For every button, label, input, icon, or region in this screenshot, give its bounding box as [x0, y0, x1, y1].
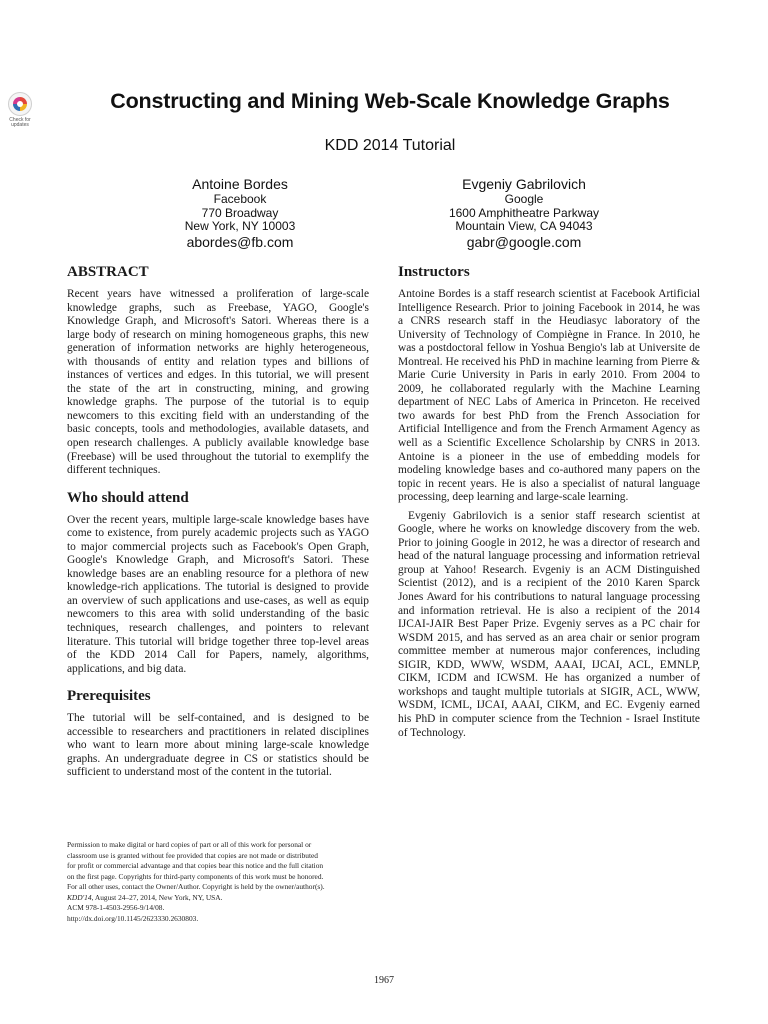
- author-email[interactable]: gabr@google.com: [466, 233, 582, 250]
- author-email[interactable]: abordes@fb.com: [186, 233, 294, 250]
- author-name: Antoine Bordes: [192, 176, 288, 192]
- check-for-updates-icon: [8, 92, 32, 116]
- prerequisites-text: The tutorial will be self-contained, and is designed to be accessible to researchers and practitioners in related disciplines who want to learn more about mining large-scale knowledge graphs. An undergraduate degree in CS or statistics should be sufficient to understand most of the content in the tutorial.: [67, 712, 369, 779]
- author-block: [384, 176, 664, 250]
- author-affiliation: Google: [504, 192, 544, 206]
- permission-line: classroom use is granted without fee provided that copies are not made or distributed: [67, 850, 319, 860]
- venue-details: August 24–27, 2014, New York, NY, USA.: [93, 892, 223, 902]
- acm-isbn: ACM 978-1-4503-2956-9/14/08.: [67, 903, 165, 912]
- venue-name: KDD'14,: [67, 892, 94, 902]
- abstract-heading: ABSTRACT: [67, 264, 149, 280]
- venue-line: [67, 893, 369, 904]
- attend-text: Over the recent years, multiple large-scale knowledge bases have come to existence, from purely academic projects such as YAGO to major commercial projects such as Facebook's Open Graph, Google's Knowledge Graph, and Microsoft's Satori. These knowledge bases are an enabling resource for a plethora of new knowledge-rich applications. The tutorial is designed to provide an overview of such applications and use-cases, as well as equip newcomers to this area with solid understanding of the basic techniques, research challenges, and pointers to relevant literature. This tutorial will bridge together three top-level areas of the KDD 2014 Call for Papers, namely, algorithms, applications, and big data.: [67, 513, 369, 675]
- check-for-updates-badge[interactable]: [6, 92, 34, 128]
- permission-line: For all other uses, contact the Owner/Author. Copyright is held by the owner/author(s).: [67, 882, 325, 891]
- author-address-line2: Mountain View, CA 94043: [455, 219, 593, 233]
- instructors-heading: Instructors: [398, 264, 470, 280]
- prerequisites-heading: Prerequisites: [67, 688, 151, 705]
- doi-link[interactable]: http://dx.doi.org/10.1145/2623330.2630803.: [67, 913, 199, 923]
- permission-line: for profit or commercial advantage and that copies bear this notice and the full citation: [67, 861, 324, 870]
- instructor-bio-bordes: Antoine Bordes is a staff research scientist at Facebook Artificial Intelligence Research. Prior to joining Facebook in 2014, he was a CNRS research staff in the Heudiasyc laboratory of the University of Technology of Compiègne in France. In 2010, he was a postdoctoral fellow in Yoshua Bengio's lab at Universite de Montreal. He received his PhD in machine learning from Pierre & Marie Curie University in Paris in early 2010. From 2004 to 2009, he collaborated regularly with the Machine Learning department of NEC Labs of America in Princeton. He received two awards for best PhD from the French Association for Artificial Intelligence and from the French Armament Agency as well as a Scientific Excellence Scholarship by CNRS in 2013. Antoine is a pioneer in the use of embedding models for modeling knowledge bases and co-authored many papers on the topic in recent years. He is also a specialist of natural language processing, deep learning and large-scale learning.: [398, 288, 700, 504]
- permission-line: Permission to make digital or hard copies of part or all of this work for personal or: [67, 840, 312, 849]
- author-address-line1: 770 Broadway: [201, 205, 279, 220]
- author-name: Evgeniy Gabrilovich: [462, 176, 586, 192]
- left-column: [67, 263, 369, 780]
- check-for-updates-label: Check for updates: [9, 117, 31, 128]
- attend-heading: Who should attend: [67, 489, 189, 506]
- permission-notice: [67, 840, 369, 924]
- instructor-bio-gabrilovich: Evgeniy Gabrilovich is a senior staff research scientist at Google, where he works on knowledge discovery from the web. Prior to joining Google in 2012, he was a director of research and head of the natural language processing and information retrieval group at Yahoo! Research. Evgeniy is an ACM Distinguished Scientist (2012), and is a recipient of the 2010 Karen Sparck Jones Award for his contributions to natural language processing and information retrieval. He is also a recipient of the 2014 IJCAI-JAIR Best Paper Prize. Evgeniy serves as a PC chair for WSDM 2015, and has served as an area chair or senior program committee member at numerous major conferences, including SIGIR, KDD, WWW, WSDM, AAAI, IJCAI, ACL, EMNLP, CIKM, ICDM and ICWSM. He has organized a number of workshops and taught multiple tutorials at SIGIR, ACL, WWW, WSDM, ICML, IJCAI, AAAI, CIKM, and EC. Evgeniy earned his PhD in computer science from the Technion - Israel Institute of Technology.: [398, 509, 700, 739]
- paper-subtitle: KDD 2014 Tutorial: [324, 137, 456, 154]
- author-address-line1: 1600 Amphitheatre Parkway: [448, 205, 600, 220]
- paper-title: Constructing and Mining Web-Scale Knowledge Graphs: [110, 89, 670, 113]
- right-column: [398, 263, 700, 740]
- author-address-line2: New York, NY 10003: [184, 219, 296, 233]
- author-block: [100, 176, 380, 250]
- permission-line: on the first page. Copyrights for third-party components of this work must be honored.: [67, 871, 324, 881]
- abstract-text: Recent years have witnessed a proliferation of large-scale knowledge graphs, such as Freebase, YAGO, Google's Knowledge Graph, and Microsoft's Satori. Whereas there is a large body of research on mining homogeneous graphs, this new generation of information networks are highly heterogeneous, with thousands of entity and relation types and billions of instances of vertices and edges. In this tutorial, we will present the state of the art in constructing, mining, and growing knowledge graphs. The purpose of the tutorial is to equip newcomers to this exciting field with an understanding of the basic concepts, tools and methodologies, available datasets, and open research challenges. A publicly available knowledge base (Freebase) will be used throughout the tutorial to exemplify the different techniques.: [67, 288, 369, 477]
- author-affiliation: Facebook: [213, 192, 267, 206]
- page-number: 1967: [374, 975, 394, 986]
